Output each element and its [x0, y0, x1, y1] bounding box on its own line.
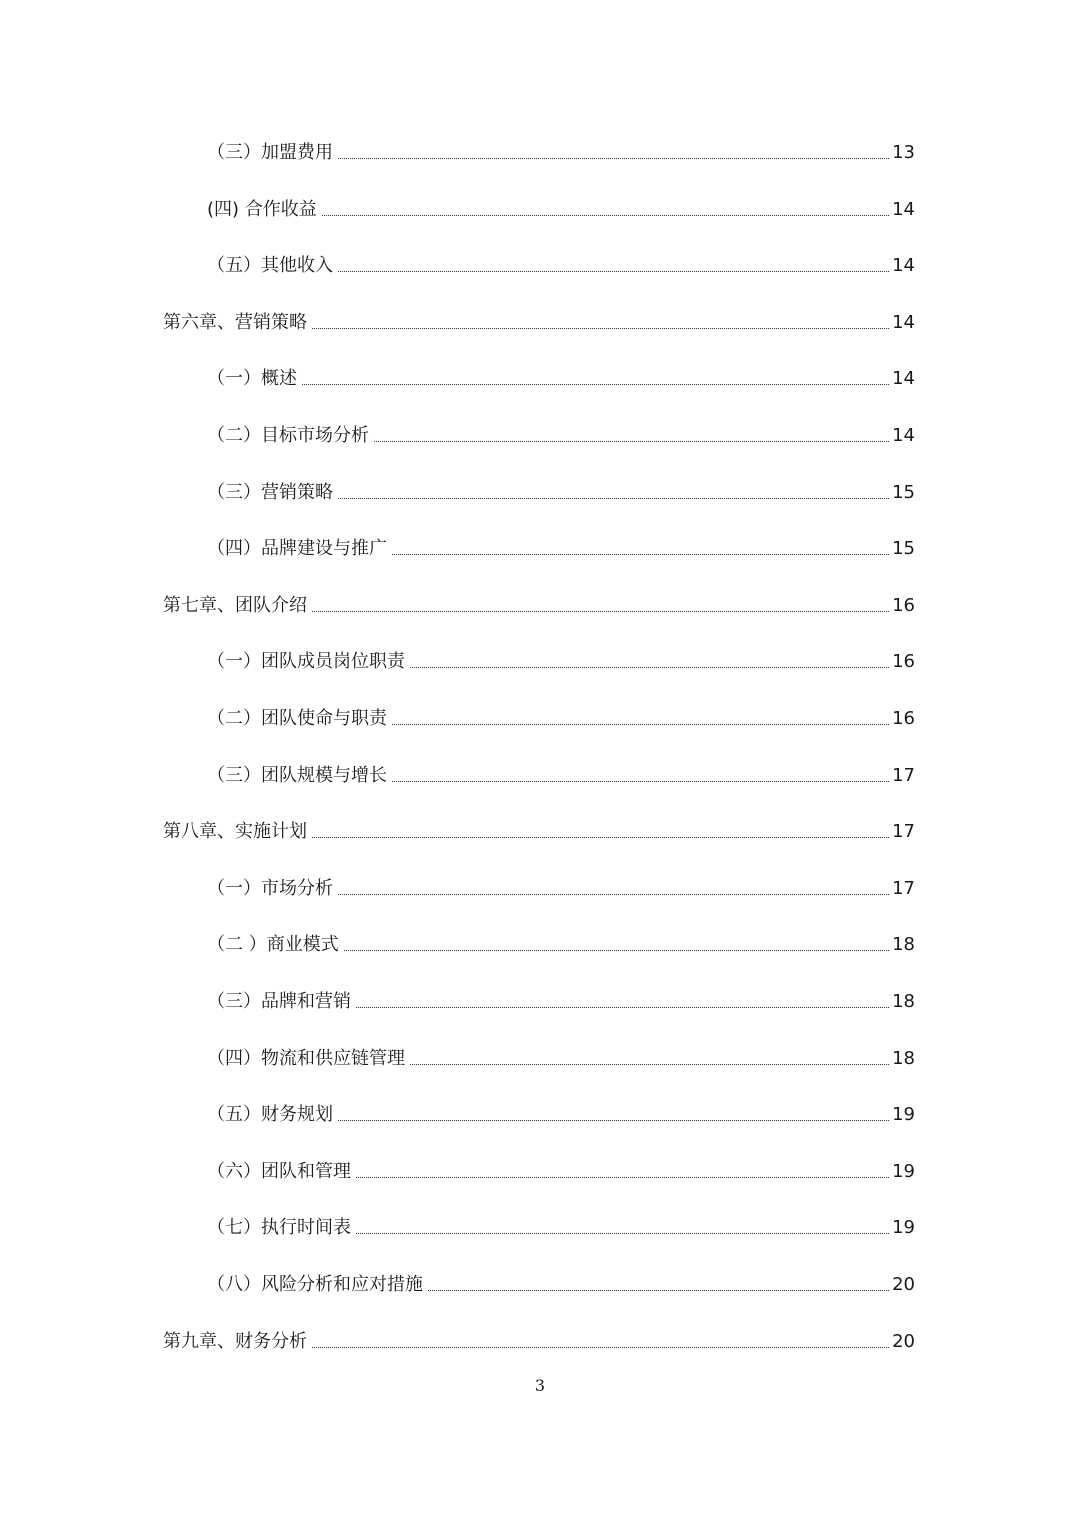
toc-entry-page: 17 — [889, 760, 915, 792]
toc-entry-label: （三）品牌和营销 — [207, 986, 355, 1018]
toc-entry-page: 14 — [889, 307, 915, 339]
toc-entry-page: 20 — [889, 1269, 915, 1301]
toc-entry-page: 20 — [889, 1326, 915, 1358]
toc-entry-label: 第九章、财务分析 — [163, 1326, 311, 1358]
toc-section-entry[interactable] — [0, 137, 1080, 169]
toc-chapter-entry[interactable] — [0, 590, 1080, 622]
toc-section-entry[interactable] — [0, 1212, 1080, 1244]
toc-entry-label: （五）财务规划 — [207, 1099, 337, 1131]
toc-section-entry[interactable] — [0, 533, 1080, 565]
toc-chapter-entry[interactable] — [0, 816, 1080, 848]
toc-entry-page: 14 — [889, 363, 915, 395]
toc-entry-label: 第六章、营销策略 — [163, 307, 311, 339]
toc-section-entry[interactable] — [0, 477, 1080, 509]
toc-entry-label: (四) 合作收益 — [207, 194, 321, 226]
toc-entry-label: （七）执行时间表 — [207, 1212, 355, 1244]
toc-section-entry[interactable] — [0, 760, 1080, 792]
toc-entry-label: （二 ）商业模式 — [207, 929, 343, 961]
toc-section-entry[interactable] — [0, 1043, 1080, 1075]
toc-entry-label: （一）团队成员岗位职责 — [207, 646, 409, 678]
toc-entry-label: 第八章、实施计划 — [163, 816, 311, 848]
toc-entry-page: 18 — [889, 1043, 915, 1075]
toc-section-entry[interactable] — [0, 194, 1080, 226]
toc-entry-label: （四）品牌建设与推广 — [207, 533, 391, 565]
toc-section-entry[interactable] — [0, 1156, 1080, 1188]
toc-entry-page: 18 — [889, 929, 915, 961]
toc-entry-label: （四）物流和供应链管理 — [207, 1043, 409, 1075]
toc-entry-page: 19 — [889, 1099, 915, 1131]
toc-section-entry[interactable] — [0, 873, 1080, 905]
toc-section-entry[interactable] — [0, 703, 1080, 735]
toc-section-entry[interactable] — [0, 646, 1080, 678]
toc-entry-page: 19 — [889, 1212, 915, 1244]
toc-entry-label: （八）风险分析和应对措施 — [207, 1269, 427, 1301]
toc-entry-page: 19 — [889, 1156, 915, 1188]
toc-entry-page: 14 — [889, 250, 915, 282]
toc-entry-label: （二）团队使命与职责 — [207, 703, 391, 735]
toc-entry-page: 14 — [889, 194, 915, 226]
toc-leader-dots — [207, 363, 915, 395]
toc-entry-label: （三）加盟费用 — [207, 137, 337, 169]
toc-section-entry[interactable] — [0, 420, 1080, 452]
toc-chapter-entry[interactable] — [0, 307, 1080, 339]
toc-entry-page: 14 — [889, 420, 915, 452]
toc-entry-label: （一）概述 — [207, 363, 301, 395]
toc-chapter-entry[interactable] — [0, 1326, 1080, 1358]
toc-section-entry[interactable] — [0, 986, 1080, 1018]
toc-section-entry[interactable] — [0, 363, 1080, 395]
toc-section-entry[interactable] — [0, 1269, 1080, 1301]
toc-entry-label: （五）其他收入 — [207, 250, 337, 282]
toc-entry-label: 第七章、团队介绍 — [163, 590, 311, 622]
toc-section-entry[interactable] — [0, 1099, 1080, 1131]
toc-entry-page: 16 — [889, 646, 915, 678]
toc-entry-label: （三）营销策略 — [207, 477, 337, 509]
toc-entry-page: 15 — [889, 533, 915, 565]
toc-entry-label: （二）目标市场分析 — [207, 420, 373, 452]
page-number: 3 — [534, 1376, 546, 1395]
toc-entry-label: （一）市场分析 — [207, 873, 337, 905]
toc-entry-page: 16 — [889, 590, 915, 622]
toc-entry-page: 17 — [889, 816, 915, 848]
toc-section-entry[interactable] — [0, 250, 1080, 282]
toc-entry-page: 17 — [889, 873, 915, 905]
toc-entry-label: （三）团队规模与增长 — [207, 760, 391, 792]
toc-entry-page: 15 — [889, 477, 915, 509]
toc-entry-page: 16 — [889, 703, 915, 735]
toc-entry-page: 13 — [889, 137, 915, 169]
toc-entry-label: （六）团队和管理 — [207, 1156, 355, 1188]
toc-section-entry[interactable] — [0, 929, 1080, 961]
toc-entry-page: 18 — [889, 986, 915, 1018]
